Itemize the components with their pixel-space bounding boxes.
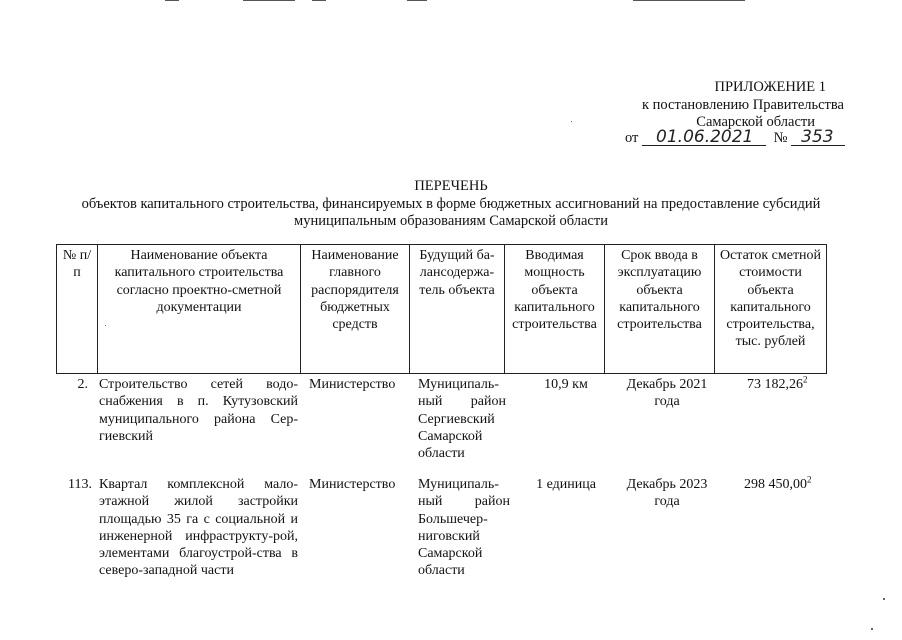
row-remaining-cost <box>747 376 847 393</box>
row-commission-term: Декабрь 2021 года <box>626 377 708 410</box>
row-balance-holder: Муниципаль-ный район Большечер-ниговский Самарской области <box>418 477 510 579</box>
cost-footnote: 2 <box>807 474 812 485</box>
list-subtitle-line1: объектов капитального строительства, финансируемых в форме бюджетных ассигнований на предоставление субсидий <box>81 196 821 212</box>
header-capacity: Вводимая мощность объекта капитального строительства <box>505 245 605 374</box>
row-ministry: Министерство <box>309 477 396 492</box>
appendix-block <box>584 79 844 132</box>
appendix-decree-line: к постановлению Правительства <box>642 96 844 113</box>
list-subtitle-line2: муниципальным образованиям Самарской области <box>294 213 608 229</box>
row-ministry: Министерство <box>309 377 396 392</box>
decree-date-handwritten: 01.06.2021 <box>642 130 766 146</box>
header-num: № п/п <box>57 245 98 374</box>
scan-speck <box>105 325 106 326</box>
row-commission-term: Декабрь 2023 года <box>626 477 708 510</box>
scan-speck <box>883 598 885 600</box>
row-object-name: Строительство сетей водо-снабжения в п. Кутузовский муниципального района Сер-гиевский <box>99 377 298 444</box>
row-num: 113. <box>68 477 92 492</box>
row-balance-holder: Муниципаль-ный район Сергиевский Самарской области <box>418 377 506 462</box>
scan-speck <box>871 628 873 630</box>
row-capacity: 10,9 км <box>544 377 588 392</box>
row-capacity: 1 единица <box>536 477 596 492</box>
cost-footnote: 2 <box>803 374 808 385</box>
cost-value: 73 182,26 <box>747 377 803 392</box>
list-heading: ПЕРЕЧЕНЬ <box>414 178 488 194</box>
row-remaining-cost <box>744 476 854 493</box>
appendix-title: ПРИЛОЖЕНИЕ 1 <box>714 79 826 95</box>
number-label: № <box>773 130 788 146</box>
row-object-name: Квартал комплексной мало-этажной жилой застройки площадью 35 га с социальной и инженерной инфраструкту-рой, элементами благоустрой-ства в северо-западной части <box>99 477 298 579</box>
decree-number-handwritten: 353 <box>791 130 845 146</box>
decree-date-number <box>625 127 845 147</box>
header-remaining-cost: Остаток сметной стоимости объекта капитального строительства, тыс. рублей <box>715 245 827 374</box>
appendix-region-line: Самарской области <box>696 114 815 130</box>
from-label: от <box>625 130 639 146</box>
header-object-name: Наименование объекта капитального строительства согласно проектно-сметной документации <box>98 245 301 374</box>
cost-value: 298 450,00 <box>744 477 807 492</box>
header-commission-term: Срок ввода в эксплуатацию объекта капитального строительства <box>605 245 715 374</box>
objects-table-header <box>56 244 827 374</box>
header-balance-holder: Будущий ба-лансодержа-тель объекта <box>410 245 505 374</box>
scan-speck <box>571 121 572 122</box>
header-ministry: Наименование главного распорядителя бюджетных средств <box>301 245 410 374</box>
row-num: 2. <box>77 377 88 392</box>
